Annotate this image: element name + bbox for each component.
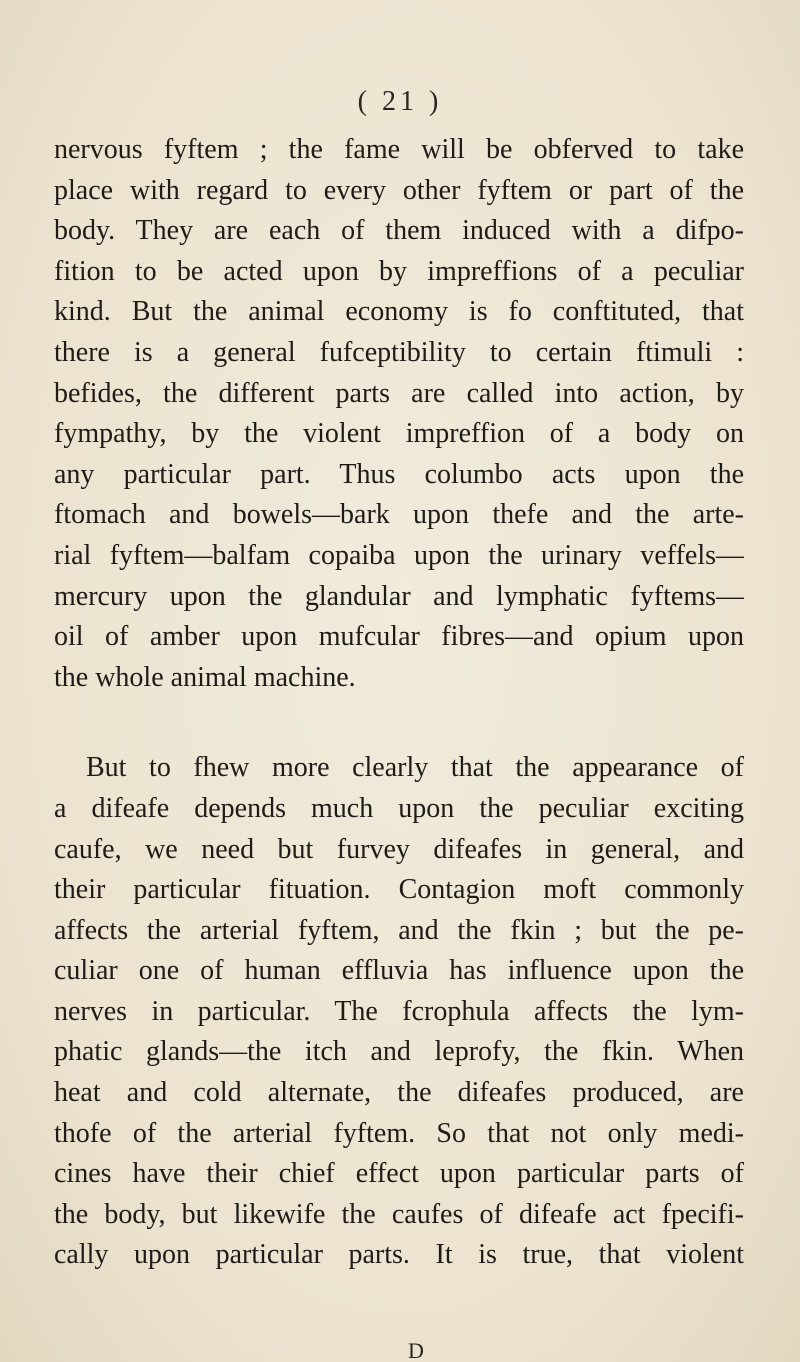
text-line: nerves in particular. The fcrophula affects the lym- xyxy=(54,995,744,1027)
text-line: ftomach and bowels—bark upon thefe and the arte- xyxy=(54,499,744,531)
text-line: their particular fituation. Contagion moft commonly xyxy=(54,874,744,906)
text-line: caufe, we need but furvey difeafes in general, and xyxy=(54,833,744,865)
text-line: kind. But the animal economy is fo conftituted, that xyxy=(54,296,744,328)
text-line: But to fhew more clearly that the appearance of xyxy=(86,752,744,784)
text-line: there is a general fufceptibility to certain ftimuli : xyxy=(54,336,744,368)
text-line: the body, but likewife the caufes of difeafe act fpecifi- xyxy=(54,1198,744,1230)
text-line: rial fyftem—balfam copaiba upon the urinary veffels— xyxy=(54,539,744,571)
text-line: heat and cold alternate, the difeafes produced, are xyxy=(54,1077,744,1109)
text-line: oil of amber upon mufcular fibres—and opium upon xyxy=(54,621,744,653)
text-line: mercury upon the glandular and lymphatic fyftems— xyxy=(54,580,744,612)
paragraph-gap xyxy=(54,698,744,748)
text-line: place with regard to every other fyftem or part of the xyxy=(54,174,744,206)
text-line: culiar one of human effluvia has influence upon the xyxy=(54,955,744,987)
text-line: any particular part. Thus columbo acts upon the xyxy=(54,458,744,490)
text-line: phatic glands—the itch and leprofy, the fkin. When xyxy=(54,1036,744,1068)
paragraph-1 xyxy=(54,130,744,698)
text-line: fition to be acted upon by impreffions of a peculiar xyxy=(54,255,744,287)
page-number: ( 21 ) xyxy=(357,86,443,117)
body-text xyxy=(54,130,744,1276)
text-line: body. They are each of them induced with a difpo- xyxy=(54,215,744,247)
text-line: the whole animal machine. xyxy=(54,661,356,693)
catchword: D xyxy=(408,1340,424,1362)
text-line: thofe of the arterial fyftem. So that not only medi- xyxy=(54,1117,744,1149)
text-line: cally upon particular parts. It is true, that violent xyxy=(54,1239,744,1271)
text-line: fympathy, by the violent impreffion of a body on xyxy=(54,418,744,450)
text-line: a difeafe depends much upon the peculiar exciting xyxy=(54,792,744,824)
paragraph-2 xyxy=(54,748,744,1276)
text-line: nervous fyftem ; the fame will be obferved to take xyxy=(54,134,744,165)
text-line: affects the arterial fyftem, and the fkin ; but the pe- xyxy=(54,914,744,946)
text-line: befides, the different parts are called into action, by xyxy=(54,377,744,409)
text-line: cines have their chief effect upon particular parts of xyxy=(54,1158,744,1190)
